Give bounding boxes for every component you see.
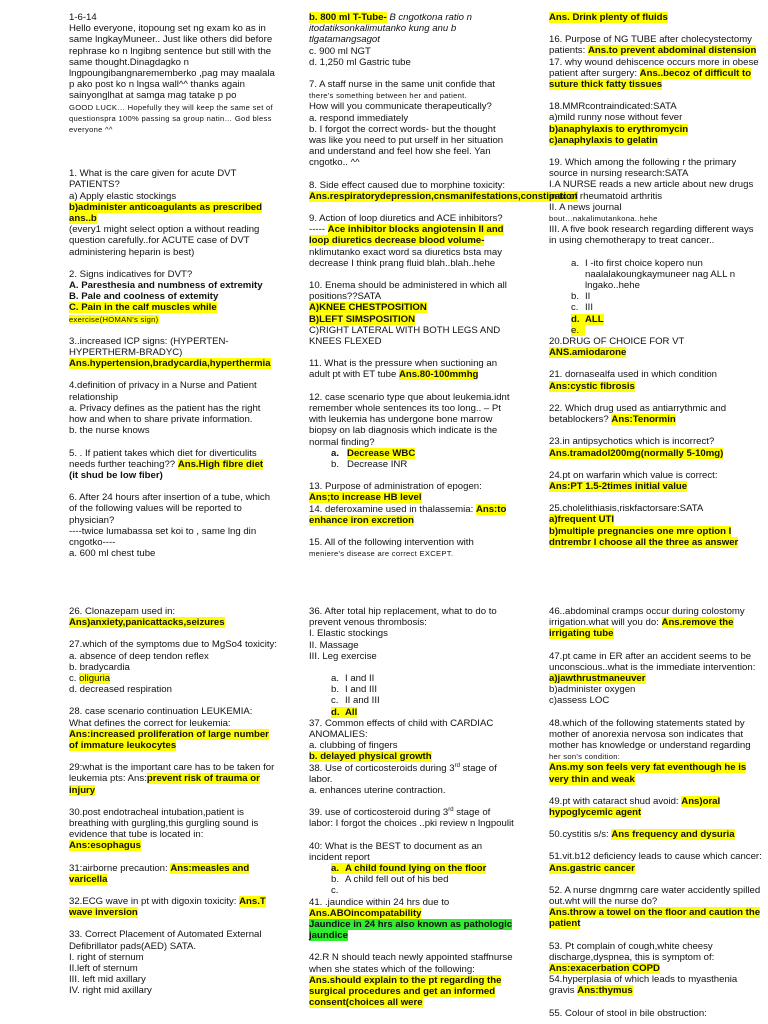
- question-9: 9. Action of loop diuretics and ACE inhibitors?: [309, 213, 503, 225]
- question-17: 17. why wound dehiscence occurs more in obese patient after surgery:: [549, 56, 759, 79]
- q36-option-d: All: [345, 706, 358, 718]
- q16-answer: Ans.to prevent abdominal distension: [587, 45, 757, 57]
- page2-column-3: [549, 606, 762, 1019]
- q15-answer: Ans. Drink plenty of fluids: [549, 12, 668, 23]
- q27-option-c-letter: c.: [69, 673, 80, 685]
- question-39: 39. use of corticosteroid during 3: [309, 807, 449, 819]
- q9-note: nklimutanko exact word sa diuretics bsta may decrease I think prang fluid blah..blah..hehe: [309, 246, 503, 269]
- q33-item-iv: IV. right mid axillary: [69, 985, 152, 997]
- q33-item-iii: III. left mid axillary: [69, 974, 146, 986]
- question-7-end: How will you communicate therapeutically?: [309, 101, 492, 113]
- q36-option-a: I and II: [345, 673, 375, 685]
- question-5: 5. . If patient takes which diet for diverticulits needs further teaching??: [69, 447, 257, 470]
- intro-luck: GOOD LUCK… Hopefully they will keep the same set of questionspra 100% passing sa group natin… God bless everyone ^^: [69, 102, 273, 135]
- question-28: 28. case scenario continuation LEUKEMIA: What defines the correct for leukemia:: [69, 706, 253, 729]
- q12-option-a-letter: a.: [331, 447, 340, 459]
- question-52: 52. A nurse dngmrng care water accidently spilled out.wht will the nurse do?: [549, 884, 761, 908]
- q25-option-a: a)frequent UTI: [549, 514, 615, 526]
- q2-option-c: C. Pain in the calf muscles while: [69, 302, 217, 314]
- q40-option-b: A child fell out of his bed: [345, 874, 449, 886]
- question-23: 23.in antipsychotics which is incorrect?: [549, 436, 715, 448]
- question-24: 24.pt on warfarin which value is correct:: [549, 469, 718, 481]
- question-16: 16. Purpose of NG TUBE after cholecystectomy patients:: [549, 34, 752, 57]
- question-1: 1. What is the care given for acute DVT PATIENTS?: [69, 168, 237, 191]
- question-12: 12. case scenario type que about leukemia.idnt remember whole sentences its too long.. – Pt with leukemia has undergone bone marrow biopsy on lab diagnosis which indicate is the normal finding?: [309, 391, 510, 448]
- q47-option-a: a)jawthrustmaneuver: [549, 673, 646, 685]
- q36-option-b: I and III: [345, 684, 377, 696]
- q33-item-ii: II.left of sternum: [69, 963, 138, 975]
- page1-column-3: [549, 12, 762, 548]
- q19-item-ii: II. A news journal: [549, 201, 622, 213]
- q39-superscript: rd: [448, 807, 454, 814]
- q31-answer: Ans:measles and varicella: [69, 862, 250, 885]
- q2-option-c-cont: exercise(HOMAN's sign): [69, 314, 159, 324]
- q52-answer: Ans.throw a towel on the floor and caution the patient: [549, 907, 761, 930]
- q46-answer: Ans.remove the irrigating tube: [549, 617, 734, 640]
- question-25: 25.cholelithiasis,riskfactorsare:SATA: [549, 503, 704, 515]
- question-4: 4.definition of privacy in a Nurse and Patient relationship: [69, 380, 257, 403]
- q36-item-i: I. Elastic stockings: [309, 628, 388, 640]
- q36-option-c: II and III: [345, 695, 380, 707]
- q1-option-a: a) Apply elastic stockings: [69, 190, 177, 202]
- q10-option-b: B)LEFT SIMSPOSITION: [309, 313, 416, 325]
- q22-answer: Ans:Tenormin: [611, 414, 676, 426]
- q40-option-a-letter: a.: [331, 863, 345, 874]
- q27-option-c: oliguria: [79, 673, 111, 685]
- q33-item-i: I. right of sternum: [69, 951, 144, 963]
- question-48-cont: her son's condition:: [549, 752, 621, 762]
- question-27: 27.which of the symptoms due to MgSo4 toxicity:: [69, 639, 277, 651]
- q19-option-d-letter: d.: [571, 314, 585, 325]
- question-48: 48.which of the following statements stated by mother of anorexia nervosa son indicates that mother has knowledge or understand regarding: [549, 717, 751, 752]
- q54-answer: Ans:thymus: [577, 985, 633, 997]
- q6-option-d: d. 1,250 ml Gastric tube: [309, 56, 411, 68]
- question-21: 21. dornasealfa used in which condition: [549, 369, 718, 381]
- q4-option-a: a. Privacy defines as the patient has the right how and when to share private information.: [69, 402, 261, 426]
- intro-text: Hello everyone, itopoung set ng exam ko as in same lngkayMuneer.. Just like others did before rephrase ko n lngibng sentence but still with the same thought.Dinagdagko n lngpoungibangnarememberko ,pag may maalala p ako post ko n lngsa wall^^ thanks again sainyonglhat at samga mag tatake p po: [69, 23, 275, 102]
- question-32: 32.ECG wave in pt with digoxin toxicity:: [69, 896, 240, 908]
- q19-option-a-letter: a.: [571, 257, 580, 269]
- question-33: 33. Correct Placement of Automated External Defibrillator pads(AED) SATA.: [69, 929, 262, 952]
- q1-answer: b)administer anticoagulants as prescribed ans..b: [69, 201, 262, 225]
- q19-option-e-letter: e.: [571, 325, 585, 336]
- q3-answer: Ans.hypertension,bradycardia,hyperthermia: [69, 358, 271, 370]
- q7-option-b: b. I forgot the correct words- but the thought was like you need to put urself in her situation and understand and feel how she feel. Yan cngotko.. ^^: [309, 123, 504, 169]
- q36-option-b-letter: b.: [331, 684, 340, 696]
- q19-item-ii-note: bout…nakalimutankona..hehe: [549, 214, 658, 224]
- q12-option-a: Decrease WBC: [347, 447, 416, 459]
- q19-option-c: III: [585, 302, 593, 314]
- q37-option-b: b. delayed physical growth: [309, 751, 432, 763]
- question-7-cont: there's something between her and patient.: [309, 91, 468, 101]
- question-39-end: stage of labor: I forgot the choices ..pki review n lngpoulit: [309, 807, 514, 830]
- q7-option-a: a. respond immediately: [309, 112, 409, 124]
- q19-item-iii: III. A five book research regarding different ways in using chemotherapy to treat cancer..: [549, 224, 754, 247]
- question-40: 40: What is the BEST to document as an incident report: [309, 840, 483, 863]
- question-53: 53. Pt complain of cough,white cheesy discharge,dyspnea, this is symptom of:: [549, 940, 715, 963]
- q5-answer: Ans.High fibre diet: [177, 458, 264, 470]
- question-7: 7. A staff nurse in the same unit confide that: [309, 79, 495, 91]
- question-47: 47.pt came in ER after an accident seems to be unconscious..what is the immediate intervention:: [549, 650, 756, 673]
- q11-answer: Ans.80-100mmhg: [398, 369, 479, 381]
- question-30: 30.post endotracheal intubation,patient is breathing with gurgling,this gurgling sound is evidence that tube is located in:: [69, 806, 259, 841]
- q27-option-b: b. bradycardia: [69, 661, 130, 673]
- q30-answer: Ans:esophagus: [69, 840, 141, 852]
- q19-option-a: I -ito first choice kopero nun naalalakoungkaymuneer nag ALL n lngako..hehe: [585, 257, 736, 292]
- page1-column-2: [309, 12, 578, 559]
- q36-option-d-letter: d.: [331, 707, 345, 718]
- q21-answer: Ans:cystic fibrosis: [549, 380, 635, 392]
- q20-answer: ANS.amiodarone: [549, 347, 627, 359]
- q48-answer: Ans.my son feels very fat eventhough he is very thin and weak: [549, 762, 747, 785]
- q5-answer-note: (it shud be low fiber): [69, 469, 163, 481]
- question-15-cont: meniere's disease are correct EXCEPT.: [309, 549, 454, 559]
- q27-option-a: a. absence of deep tendon reflex: [69, 650, 209, 662]
- q19-item-i: I.A NURSE reads a new article about new drugs in tx of rheumatoid arthritis: [549, 179, 754, 202]
- q25-option-b: b)multiple pregnancies one mre option I dntrembr I choose all the three as answer: [549, 525, 739, 548]
- q41-answer: Ans.ABOincompatability: [309, 907, 422, 919]
- q17-answer: Ans..becoz of difficult to suture thick fatty tissues: [549, 67, 752, 91]
- q36-option-a-letter: a.: [331, 673, 340, 685]
- q47-option-b: b)administer oxygen: [549, 684, 636, 696]
- q36-option-c-letter: c.: [331, 695, 339, 707]
- question-10: 10. Enema should be administered in which all positions??SATA: [309, 280, 507, 303]
- q18-option-c: c)anaphylaxis to gelatin: [549, 134, 658, 146]
- q38-option-a: a. enhances uterine contraction.: [309, 785, 446, 797]
- q6-option-c: c. 900 ml NGT: [309, 45, 371, 57]
- q23-answer: Ans.tramadol200mg(normally 5-10mg): [549, 447, 724, 459]
- q2-option-a: A. Paresthesia and numbness of extremity: [69, 280, 263, 292]
- question-22: 22. Which drug used as antiarrythmic and betablockers?: [549, 402, 727, 426]
- q9-answer: Ace inhibitor blocks angiotensin II and loop diuretics decrease blood volume-: [309, 224, 504, 247]
- page2-column-1: [69, 606, 277, 997]
- question-50: 50.cystitis s/s:: [549, 829, 612, 841]
- q6-option-b-note: B cngotkona ratio n itodatiksonkalimutanko kung anu b tlgatamangsagot: [309, 12, 472, 46]
- question-13: 13. Purpose of administration of epogen:: [309, 481, 482, 493]
- q40-option-c-letter: c.: [331, 885, 339, 897]
- question-19: 19. Which among the following r the primary source in nursing research:SATA: [549, 157, 737, 180]
- q53-answer: Ans:exacerbation COPD: [549, 963, 660, 975]
- question-29: 29:what is the important care has to be taken for leukemia pts: Ans:: [69, 762, 275, 785]
- q36-item-iii: III. Leg exercise: [309, 650, 377, 662]
- q2-option-b: B. Pale and coolness of extemity: [69, 291, 219, 303]
- question-49: 49.pt with cataract shud avoid:: [549, 795, 682, 807]
- q10-option-c: C)RIGHT LATERAL WITH BOTH LEGS AND KNEES FLEXED: [309, 324, 501, 348]
- q26-answer: Ans)anxiety,panicattacks,seizures: [69, 617, 225, 629]
- q6-option-b: b. 800 ml T-Tube-: [309, 12, 387, 23]
- page1-column-1: [69, 12, 277, 559]
- q37-option-a: a. clubbing of fingers: [309, 740, 398, 752]
- q50-answer: Ans frequency and dysuria: [611, 829, 735, 841]
- q40-option-b-letter: b.: [331, 874, 340, 886]
- question-55: 55. Colour of stool in bile obstruction:: [549, 1007, 707, 1019]
- q19-option-b: II: [585, 291, 591, 303]
- q36-item-ii: II. Massage: [309, 639, 359, 651]
- question-38-end: stage of labor.: [309, 762, 497, 785]
- question-36: 36. After total hip replacement, what to do to prevent venous thrombosis:: [309, 606, 497, 629]
- q19-option-b-letter: b.: [571, 291, 580, 303]
- q42-answer: Ans.should explain to the pt regarding the surgical procedures and get an informed consent(choices all were: [309, 974, 502, 1009]
- question-15: 15. All of the following intervention with: [309, 536, 474, 548]
- question-51: 51.vit.b12 deficiency leads to cause which cancer:: [549, 851, 762, 863]
- q18-option-a: a)mild runny nose without fever: [549, 112, 683, 124]
- q51-answer: Ans.gastric cancer: [549, 862, 635, 874]
- q10-option-a: A)KNEE CHESTPOSITION: [309, 302, 427, 314]
- q12-option-b: Decrease INR: [347, 458, 408, 470]
- intro-date: 1-6-14: [69, 12, 97, 23]
- q19-option-d: ALL: [585, 313, 604, 325]
- question-2: 2. Signs indicatives for DVT?: [69, 268, 193, 280]
- question-3: 3..increased ICP signs: (HYPERTEN-HYPERTHERM-BRADYC): [69, 335, 229, 359]
- q1-note: (every1 might select option a without reading question carefully..for ACUTE case of DVT administering heparin is best): [69, 224, 260, 258]
- question-8: 8. Side effect caused due to morphine toxicity:: [309, 179, 506, 191]
- question-54: 54.hyperplasia of which leads to myasthenia gravis: [549, 974, 738, 997]
- q41-answer-note: Jaundice in 24 hrs also known as pathologic jaundice: [309, 919, 513, 942]
- question-42: 42.R N should teach newly appointed staffnurse when she states which of the following:: [309, 952, 513, 975]
- question-46: 46..abdominal cramps occur during colostomy irrigation.what will you do:: [549, 606, 745, 629]
- question-11: 11. What is the pressure when suctioning an adult pt with ET tube: [309, 358, 498, 381]
- page2-column-2: [309, 606, 514, 1009]
- question-37: 37. Common effects of child with CARDIAC ANOMALIES:: [309, 717, 494, 741]
- q24-answer: Ans:PT 1.5-2times initial value: [549, 480, 688, 492]
- q38-superscript: rd: [454, 762, 460, 769]
- question-14: 14. deferoxamine used in thalassemia:: [309, 503, 474, 515]
- q8-answer: Ans.respiratorydepression,cnsmanifestations,constipation: [309, 190, 578, 202]
- q47-option-c: c)assess LOC: [549, 695, 610, 707]
- q32-answer: Ans.T wave inversion: [69, 896, 266, 919]
- q6-note: ----twice lumabassa set koi to , same lng din cngotko----: [69, 525, 257, 548]
- q19-option-c-letter: c.: [571, 302, 579, 314]
- q27-option-d: d. decreased respiration: [69, 684, 172, 696]
- q13-answer: Ans;to increase HB level: [309, 492, 422, 504]
- question-20: 20.DRUG OF CHOICE FOR VT: [549, 336, 685, 348]
- question-26: 26. Clonazepam used in:: [69, 606, 176, 617]
- q28-answer: Ans:increased proliferation of large number of immature leukocytes: [69, 728, 269, 752]
- q14-answer: Ans:to enhance iron excretion: [309, 503, 507, 526]
- q29-answer: prevent risk of trauma or injury: [69, 773, 260, 796]
- q49-answer: Ans)oral hypoglycemic agent: [549, 795, 721, 819]
- question-18: 18.MMRcontraindicated:SATA: [549, 101, 677, 113]
- q40-option-a: A child found lying on the floor: [345, 863, 487, 875]
- question-41: 41. .jaundice within 24 hrs due to: [309, 896, 450, 908]
- question-31: 31:airborne precaution:: [69, 862, 171, 874]
- question-38: 38. Use of corticosteroids during 3: [309, 762, 455, 774]
- q9-dash: -----: [309, 224, 328, 236]
- question-6: 6. After 24 hours after insertion of a tube, which of the following values will be reported to physician?: [69, 492, 271, 526]
- q18-option-b: b)anaphylaxis to erythromycin: [549, 123, 689, 135]
- q6-option-a: a. 600 ml chest tube: [69, 548, 156, 560]
- q4-option-b: b. the nurse knows: [69, 425, 150, 437]
- q12-option-b-letter: b.: [331, 458, 340, 470]
